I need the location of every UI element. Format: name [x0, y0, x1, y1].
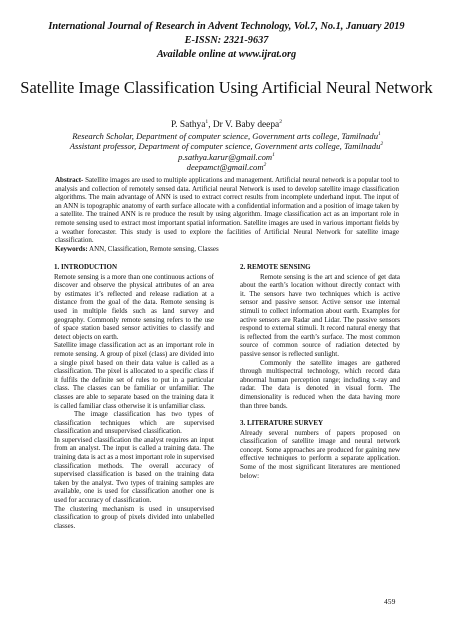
left-column	[54, 263, 214, 530]
email-1	[0, 152, 453, 162]
journal-issn: E-ISSN: 2321-9637	[184, 35, 269, 46]
intro-paragraph-5: The clustering mechanism is used in unsupervised classification to group of pixels divided into unlabelled classes.	[54, 504, 214, 530]
author-1: P. Sathya	[171, 120, 206, 130]
affiliation-1-text: Research Scholar, Department of computer science, Government arts college, Tamilnadu	[72, 131, 379, 141]
journal-header	[0, 20, 453, 62]
author-separator: ,	[208, 120, 213, 130]
email-2-sup: 2	[263, 162, 267, 169]
intro-paragraph-3: The image classification has two types of classification techniques which are supervised classification and unsupervised classification.	[54, 410, 214, 436]
journal-website: Available online at www.ijrat.org	[156, 49, 297, 60]
affiliation-2-sup: 2	[380, 141, 384, 148]
email-2-text: deepamct@gmail.com	[186, 162, 264, 173]
abstract	[55, 176, 399, 253]
abstract-label: Abstract-	[55, 176, 84, 184]
affiliation-1-sup: 1	[378, 131, 381, 138]
abstract-paragraph	[55, 176, 399, 245]
affiliation-1	[0, 131, 453, 141]
author-names	[0, 119, 453, 131]
intro-paragraph-1: Remote sensing is a more than one continuous actions of discover and observe the physical attributes of an area by estimates it’s reflected and release radiation at a distance from the goal of the data. Remote sensing is used in multiple fields such as land survey and geography. Commonly remote sensing refers to the use of space station based sensor activities to classify and detect objects on earth.	[54, 272, 214, 341]
keywords-text: ANN, Classification, Remote sensing, Classes	[87, 244, 219, 253]
affiliation-2	[0, 141, 453, 151]
paper-title: Satellite Image Classification Using Artificial Neural Network	[20, 78, 433, 97]
author-1-sup: 1	[205, 118, 209, 125]
section-heading-remote-sensing: 2. REMOTE SENSING	[240, 263, 311, 271]
keywords-line	[55, 245, 399, 254]
right-column	[240, 263, 400, 480]
section-heading-literature-survey: 3. LITERATURE SURVEY	[240, 419, 324, 428]
survey-paragraph-1: Already several numbers of papers proposed on classification of satellite image and neural network concept. Some approaches are produced for gaining new effective techniques to perform a separate application. Some of the most significant literatures are mentioned below:	[240, 428, 400, 480]
author-2: Dr V. Baby deepa	[212, 120, 280, 130]
remote-paragraph-1: Remote sensing is the art and science of get data about the earth’s location without directly contact with it. The sensors have two techniques which is active sensor and passive sensor. Active sensor use internal stimuli to collect information about earth. Examples for active sensors are Radar and Lidar. The passive sensors respond to external stimuli. It record natural energy that is reflected from the earth’s surface. The most common source of common source of radiation detected by passive sensor is reflected sunlight.	[240, 272, 400, 358]
email-1-text: p.sathya.karur@gmail.com	[178, 151, 273, 162]
intro-paragraph-2: Satellite image classification act as an important role in remote sensing. A group of pixel (class) are divided into a single pixel based on their data value is called as a classification. The pixel is allocated to a specific class if it fulfils the definite set of rules to put in a particular class. The classes can be familiar or unfamiliar. The classes are able to separate based on the training data it is called familiar class otherwise it is unfamiliar class.	[54, 341, 214, 410]
journal-name: International Journal of Research in Advent Technology, Vol.7, No.1, January 2019	[48, 21, 405, 32]
email-1-sup: 1	[272, 151, 275, 158]
page-number: 459	[384, 597, 396, 606]
abstract-text: Satellite images are used to multiple applications and management. Artificial neural network is a popular tool to analysis and collection of remotely sensed data. Artificial neural Network is used to develop satellite image classification algorithms. The main advantage of ANN is used to extract correct results from incomplete underhand input. The input of an ANN is topographic anatomy of earth surface allocate with a confidential information and a position of image taken by a satellite. The trained ANN is re produce the result by using algorithm. Image classification act as an important role in remote sensing used to extract most important spatial information. Satellite images are used in various important fields by a weather forecaster. This study is used to explore the facilities of Artificial Neural Network for satellite image classification.	[55, 176, 399, 245]
intro-paragraph-4: In supervised classification the analyst requires an input from an analyst. The input is called a training data. The training data is act as a most important role in supervised classification methods. The overall accuracy of supervised classification is based on the training data taken by the analyst. Two types of training samples are available, one is used for classification another one is used for accuracy of classification.	[54, 435, 214, 505]
remote-paragraph-2: Commonly the satellite images are gathered through multispectral technology, which record data abnormal human perception range; including x-ray and radar. The data is denoted in visual form. The dimensionality is reduced when the data having more than three bands.	[240, 358, 400, 410]
section-gap	[240, 410, 400, 419]
author-block	[0, 119, 453, 173]
email-2	[0, 162, 453, 172]
author-2-sup: 2	[279, 118, 282, 125]
keywords-label: Keywords:	[55, 244, 88, 253]
section-heading-introduction: 1. INTRODUCTION	[54, 263, 118, 271]
affiliation-2-text: Assistant professor, Department of computer science, Government arts college, Tamilnadu	[69, 141, 381, 152]
